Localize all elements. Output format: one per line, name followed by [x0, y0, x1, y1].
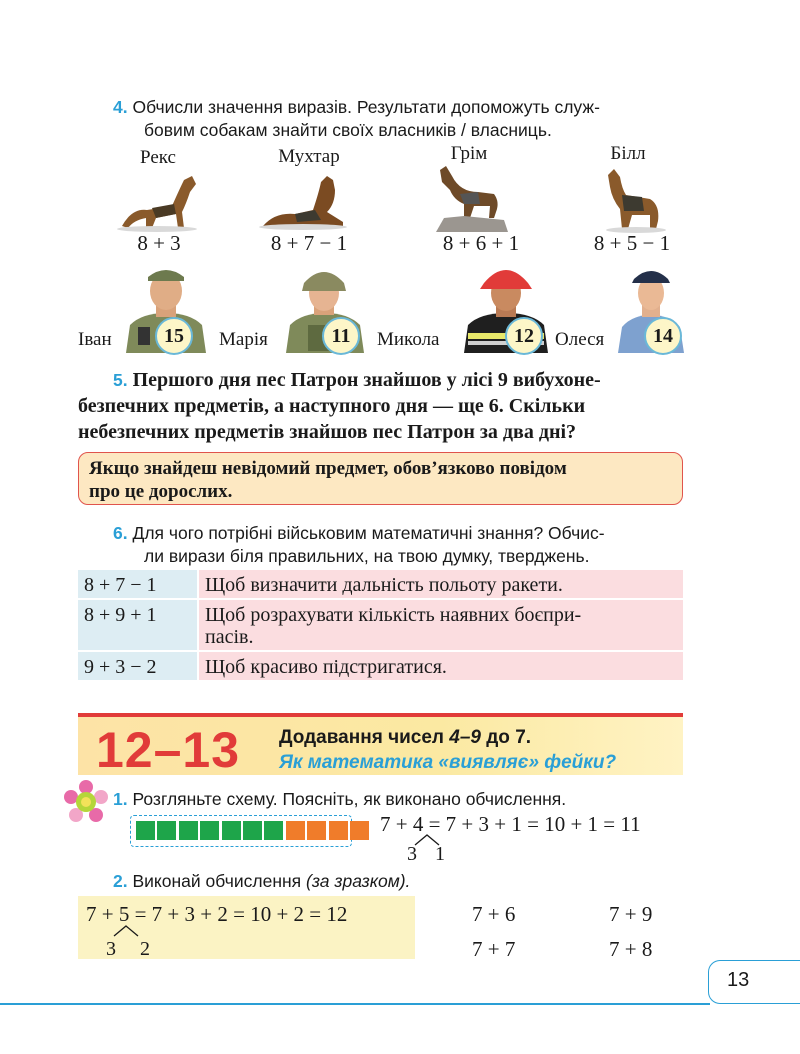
- person-name-olesia: Олеся: [555, 329, 605, 350]
- person-value-maria: 11: [322, 317, 360, 355]
- task2-split-b: 2: [140, 938, 150, 960]
- safety-note-line2: про це дорослих.: [89, 481, 233, 502]
- task1-text: [113, 788, 566, 811]
- task2-sample-pre: 7 +: [86, 902, 119, 926]
- green-square: [243, 821, 262, 840]
- task4-line2: бовим собакам знайти своїх власників / власниць.: [144, 120, 552, 140]
- dog-expr-rex: 8 + 3: [137, 231, 181, 255]
- task6-number: 6.: [113, 523, 128, 543]
- task1-calc-post: = 7 + 3 + 1 = 10 + 1 = 11: [423, 812, 641, 836]
- orange-square: [286, 821, 305, 840]
- task5-line2: безпечних предметів, а наступного дня — ще 6. Скільки: [78, 395, 586, 417]
- table-row: [78, 570, 683, 599]
- lesson-title-post: до 7.: [480, 727, 532, 748]
- task4-line1: Обчисли значення виразів. Результати допоможуть служ-: [132, 97, 600, 117]
- task1-instruction: Розгляньте схему. Поясніть, як виконано обчислення.: [132, 789, 567, 809]
- task6-table: [78, 570, 683, 682]
- task2-text: [113, 870, 410, 893]
- task2-exercise: 7 + 6: [472, 902, 516, 926]
- table-expr: 9 + 3 − 2: [78, 651, 198, 681]
- safety-note-line1: Якщо знайдеш невідомий предмет, обов’язково повідом: [89, 458, 567, 479]
- task1-split-b: 1: [435, 843, 445, 865]
- task6-line2: ли вирази біля правильних, на твою думку, тверджень.: [144, 546, 590, 566]
- person-name-mykola: Микола: [377, 329, 440, 350]
- page-number-tab: [708, 960, 800, 1004]
- person-value-ivan: 15: [155, 317, 193, 355]
- lesson-title: [279, 727, 531, 749]
- person-name-ivan: Іван: [78, 329, 112, 350]
- orange-square: [307, 821, 326, 840]
- task6-line1: Для чого потрібні військовим математичні знання? Обчис-: [132, 523, 605, 543]
- green-square: [264, 821, 283, 840]
- task1-split-a: 3: [407, 843, 417, 865]
- table-statement: Щоб красиво підстригатися.: [198, 651, 683, 681]
- table-row: [78, 599, 683, 651]
- green-square: [157, 821, 176, 840]
- dog-name-mukhtar: Мухтар: [278, 146, 340, 167]
- table-statement: Щоб визначити дальність польоту ракети.: [198, 570, 683, 599]
- dog-mukhtar-image: [255, 170, 350, 232]
- task1-calc-split-num: 4: [412, 812, 424, 836]
- person-value-olesia: 14: [644, 317, 682, 355]
- task4-text: [113, 96, 703, 142]
- table-row: [78, 651, 683, 681]
- task5-number: 5.: [113, 370, 128, 390]
- dog-bill-image: [598, 165, 668, 233]
- dog-name-grim: Грім: [450, 143, 488, 164]
- table-statement: [198, 599, 683, 651]
- page-bottom-line: [0, 1003, 710, 1005]
- lesson-subtitle: Як математика «виявляє» фейки?: [279, 752, 617, 773]
- task2-exercise: 7 + 7: [472, 937, 516, 961]
- dog-rex-image: [112, 168, 202, 233]
- dog-grim-image: [434, 162, 509, 232]
- table-statement-line2: пасів.: [205, 626, 254, 648]
- dog-name-rex: Рекс: [140, 147, 176, 168]
- task5-line1: Першого дня пес Патрон знайшов у лісі 9 вибухоне-: [132, 369, 601, 391]
- green-square: [136, 821, 155, 840]
- lesson-title-range: 4–9: [449, 727, 481, 748]
- person-value-mykola: 12: [505, 317, 543, 355]
- table-expr: 8 + 7 − 1: [78, 570, 198, 599]
- table-statement-line1: Щоб розрахувати кількість наявних боєпри-: [205, 604, 582, 626]
- task2-exercise: 7 + 8: [609, 937, 653, 961]
- flower-icon: [63, 780, 109, 824]
- task5-line3: небезпечних предметів знайшов пес Патрон за два дні?: [78, 421, 577, 443]
- task2-instruction-em: (за зразком).: [306, 871, 411, 891]
- person-name-maria: Марія: [219, 329, 268, 350]
- task2-sample: [86, 902, 347, 927]
- page-number: 13: [727, 969, 750, 991]
- split-lines: [113, 925, 139, 937]
- task2-exercise: 7 + 9: [609, 902, 653, 926]
- task4-number: 4.: [113, 97, 128, 117]
- task1-calc-pre: 7 +: [380, 812, 413, 836]
- task6-text: [113, 522, 693, 568]
- task2-sample-post: = 7 + 3 + 2 = 10 + 2 = 12: [129, 902, 348, 926]
- table-expr: 8 + 9 + 1: [78, 599, 198, 651]
- dog-expr-grim: 8 + 6 + 1: [442, 231, 520, 255]
- lesson-title-pre: Додавання чисел: [279, 727, 450, 748]
- task5-text: [78, 367, 688, 445]
- green-square: [222, 821, 241, 840]
- dog-expr-bill: 8 + 5 − 1: [593, 231, 671, 255]
- safety-note: [78, 452, 683, 505]
- dog-name-bill: Білл: [610, 143, 646, 164]
- task2-sample-split-num: 5: [118, 902, 130, 926]
- task2-number: 2.: [113, 871, 128, 891]
- orange-square: [329, 821, 348, 840]
- green-square: [179, 821, 198, 840]
- lesson-number: 12–13: [96, 722, 241, 778]
- dog-expr-mukhtar: 8 + 7 − 1: [270, 231, 348, 255]
- orange-square: [350, 821, 369, 840]
- task1-number: 1.: [113, 789, 128, 809]
- task2-instruction: Виконай обчислення: [132, 871, 302, 891]
- green-square: [200, 821, 219, 840]
- task2-split-a: 3: [106, 938, 116, 960]
